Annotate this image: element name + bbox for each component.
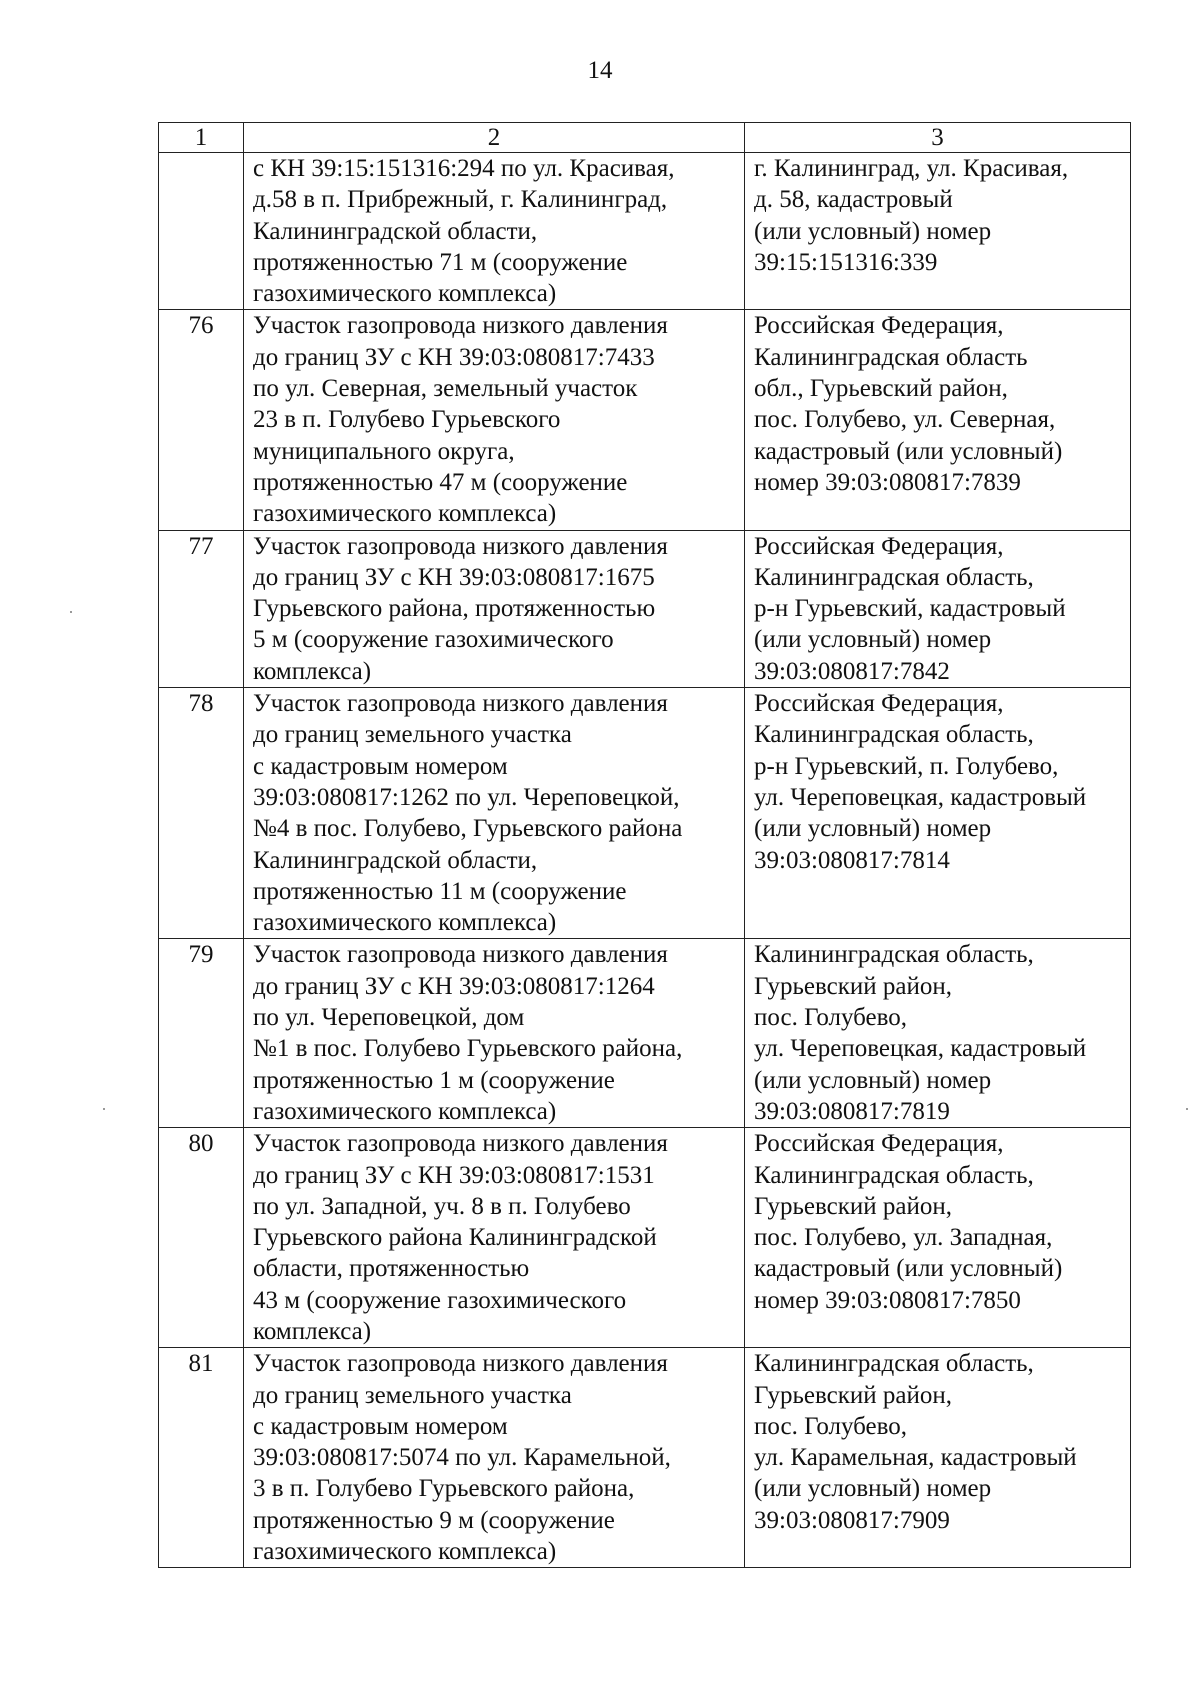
description-line: с КН 39:15:151316:294 по ул. Красивая,: [253, 155, 675, 182]
address-line: 39:03:080817:7819: [754, 1097, 950, 1125]
address-cell: [745, 939, 1131, 1128]
address-line: 39:03:080817:7814: [754, 846, 950, 874]
description-line: до границ ЗУ с КН 39:03:080817:1675: [253, 563, 655, 591]
description-line: Калининградской области,: [253, 217, 538, 245]
description-line: Гурьевского района, протяженностью: [253, 595, 656, 623]
column-header-2: 2: [244, 123, 745, 153]
address-line: номер 39:03:080817:7839: [754, 468, 1021, 496]
description-line: д.58 в п. Прибрежный, г. Калининград,: [253, 186, 668, 214]
address-cell: [745, 688, 1131, 939]
address-line: ул. Череповецкая, кадастровый: [754, 1035, 1087, 1063]
description-line: газохимического комплекса): [253, 1097, 557, 1125]
address-line: р-н Гурьевский, кадастровый: [754, 595, 1066, 623]
table-row: [159, 1348, 1131, 1568]
address-line: (или условный) номер: [754, 626, 992, 654]
address-line: Калининградская область,: [754, 563, 1034, 591]
table-row: [159, 310, 1131, 530]
description-line: протяженностью 47 м (сооружение: [253, 468, 628, 496]
column-header-3: 3: [745, 123, 1131, 153]
address-line: д. 58, кадастровый: [754, 186, 953, 214]
row-number-cell: [159, 153, 244, 310]
address-cell: [745, 310, 1131, 530]
description-line: муниципального округа,: [253, 437, 515, 465]
address-line: пос. Голубево,: [754, 1412, 908, 1440]
description-line: до границ земельного участка: [253, 721, 572, 749]
description-line: газохимического комплекса): [253, 500, 557, 528]
description-line: Гурьевского района Калининградской: [253, 1224, 657, 1252]
description-line: №4 в пос. Голубево, Гурьевского района: [253, 815, 683, 843]
description-line: газохимического комплекса): [253, 909, 557, 937]
description-line: протяженностью 9 м (сооружение: [253, 1506, 615, 1534]
description-line: Участок газопровода низкого давления: [253, 1350, 668, 1378]
address-line: Российская Федерация,: [754, 532, 1004, 560]
description-line: 39:03:080817:1262 по ул. Череповецкой,: [253, 783, 680, 811]
address-line: Гурьевский район,: [754, 1381, 953, 1409]
table-body: [159, 123, 1131, 1568]
column-header-1: 1: [159, 123, 244, 153]
address-line: Гурьевский район,: [754, 972, 953, 1000]
address-cell: [745, 1128, 1131, 1348]
description-line: Участок газопровода низкого давления: [253, 312, 668, 340]
address-line: 39:03:080817:7842: [754, 657, 950, 685]
table-row: [159, 530, 1131, 687]
address-line: пос. Голубево, ул. Северная,: [754, 406, 1056, 434]
address-line: Российская Федерация,: [754, 1130, 1004, 1158]
address-line: 39:03:080817:7909: [754, 1506, 950, 1534]
address-line: пос. Голубево, ул. Западная,: [754, 1224, 1053, 1252]
address-line: Российская Федерация,: [754, 690, 1004, 718]
description-line: Участок газопровода низкого давления: [253, 1130, 668, 1158]
row-number-cell: 76: [159, 310, 244, 530]
address-line: г. Калининград, ул. Красивая,: [754, 155, 1069, 182]
address-line: Калининградская область,: [754, 941, 1034, 969]
description-line: по ул. Западной, уч. 8 в п. Голубево: [253, 1192, 631, 1220]
description-line: 5 м (сооружение газохимического: [253, 626, 614, 654]
description-line: 3 в п. Голубево Гурьевского района,: [253, 1475, 635, 1503]
description-cell: [244, 310, 745, 530]
description-cell: [244, 530, 745, 687]
description-line: с кадастровым номером: [253, 1412, 508, 1440]
description-line: протяженностью 71 м (сооружение: [253, 248, 628, 276]
description-cell: [244, 153, 745, 310]
address-line: Калининградская область,: [754, 1161, 1034, 1189]
address-line: Калининградская область: [754, 343, 1028, 371]
address-line: Калининградская область,: [754, 721, 1034, 749]
address-line: (или условный) номер: [754, 815, 992, 843]
scan-speck: [70, 611, 72, 613]
row-number-cell: 78: [159, 688, 244, 939]
description-line: по ул. Череповецкой, дом: [253, 1004, 525, 1032]
address-line: пос. Голубево,: [754, 1004, 908, 1032]
description-line: 39:03:080817:5074 по ул. Карамельной,: [253, 1444, 671, 1472]
address-line: кадастровый (или условный): [754, 437, 1063, 465]
registry-table: [158, 122, 1131, 1568]
description-line: области, протяженностью: [253, 1255, 530, 1283]
address-line: номер 39:03:080817:7850: [754, 1286, 1021, 1314]
address-line: (или условный) номер: [754, 217, 992, 245]
description-cell: [244, 939, 745, 1128]
description-cell: [244, 1348, 745, 1568]
description-line: №1 в пос. Голубево Гурьевского района,: [253, 1035, 683, 1063]
table-row: [159, 939, 1131, 1128]
description-line: Участок газопровода низкого давления: [253, 690, 668, 718]
address-cell: [745, 1348, 1131, 1568]
address-line: р-н Гурьевский, п. Голубево,: [754, 752, 1059, 780]
address-line: кадастровый (или условный): [754, 1255, 1063, 1283]
description-cell: [244, 1128, 745, 1348]
row-number-cell: 80: [159, 1128, 244, 1348]
description-line: Участок газопровода низкого давления: [253, 532, 668, 560]
description-line: газохимического комплекса): [253, 1538, 557, 1566]
address-line: Российская Федерация,: [754, 312, 1004, 340]
address-line: 39:15:151316:339: [754, 248, 938, 276]
description-line: протяженностью 1 м (сооружение: [253, 1066, 615, 1094]
table-row: [159, 688, 1131, 939]
description-line: до границ ЗУ с КН 39:03:080817:1531: [253, 1161, 655, 1189]
row-number-cell: 77: [159, 530, 244, 687]
address-line: Гурьевский район,: [754, 1192, 953, 1220]
description-line: до границ ЗУ с КН 39:03:080817:7433: [253, 343, 655, 371]
description-line: комплекса): [253, 657, 372, 685]
address-line: обл., Гурьевский район,: [754, 375, 1008, 403]
description-line: до границ ЗУ с КН 39:03:080817:1264: [253, 972, 655, 1000]
description-line: Калининградской области,: [253, 846, 538, 874]
row-number-cell: 79: [159, 939, 244, 1128]
address-line: ул. Череповецкая, кадастровый: [754, 783, 1087, 811]
description-line: комплекса): [253, 1317, 372, 1345]
table-header-row: [159, 123, 1131, 153]
scan-speck: [103, 1108, 105, 1110]
description-line: 23 в п. Голубево Гурьевского: [253, 406, 561, 434]
page-number: 14: [587, 57, 613, 84]
row-number-cell: 81: [159, 1348, 244, 1568]
description-line: Участок газопровода низкого давления: [253, 941, 668, 969]
scan-speck: [1186, 1108, 1188, 1110]
address-line: Калининградская область,: [754, 1350, 1034, 1378]
description-line: протяженностью 11 м (сооружение: [253, 877, 627, 905]
description-line: по ул. Северная, земельный участок: [253, 375, 638, 403]
address-line: (или условный) номер: [754, 1475, 992, 1503]
description-cell: [244, 688, 745, 939]
description-line: газохимического комплекса): [253, 280, 557, 308]
address-cell: [745, 530, 1131, 687]
description-line: 43 м (сооружение газохимического: [253, 1286, 627, 1314]
table-row: [159, 153, 1131, 310]
description-line: с кадастровым номером: [253, 752, 508, 780]
description-line: до границ земельного участка: [253, 1381, 572, 1409]
table-row: [159, 1128, 1131, 1348]
address-line: ул. Карамельная, кадастровый: [754, 1444, 1077, 1472]
address-cell: [745, 153, 1131, 310]
address-line: (или условный) номер: [754, 1066, 992, 1094]
